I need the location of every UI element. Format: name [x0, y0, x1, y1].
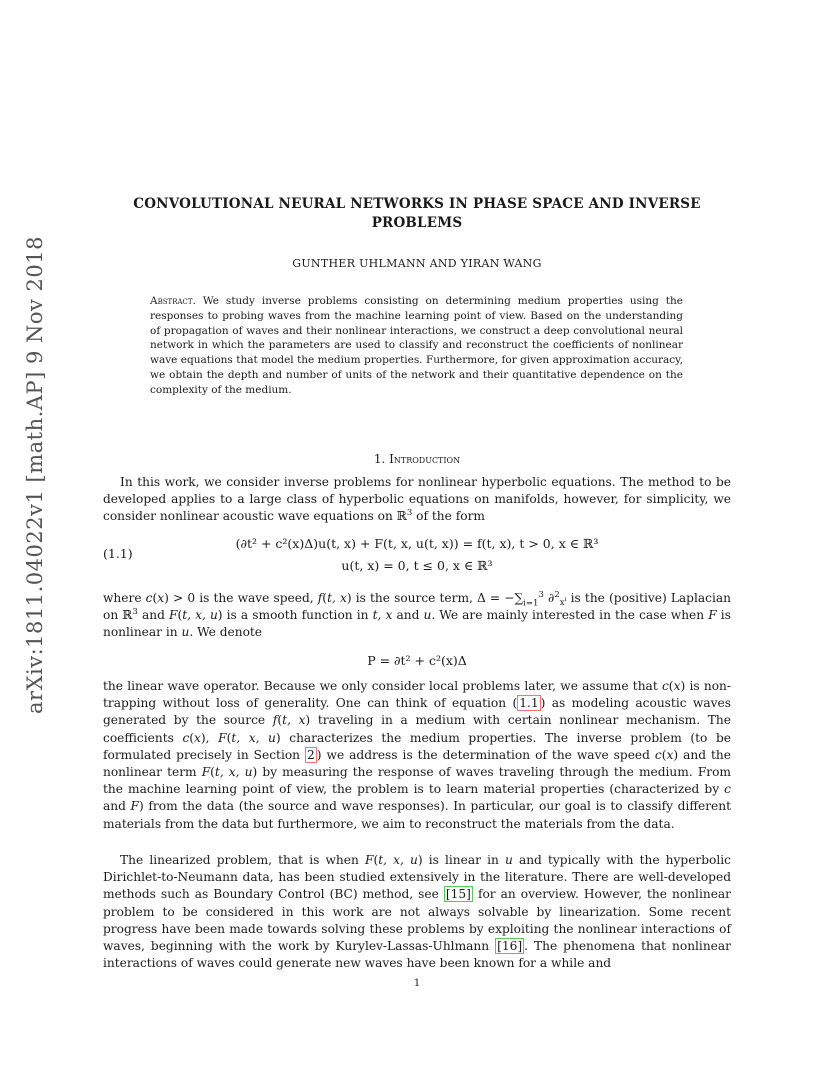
equation-number: (1.1): [103, 546, 133, 561]
equation-line-1: (∂t² + c²(x)Δ)u(t, x) + F(t, x, u(t, x)) = f(t, x), t > 0, x ∈ ℝ³: [235, 536, 599, 551]
equation-ref[interactable]: 1.1: [519, 696, 539, 711]
intro-paragraph-1: In this work, we consider inverse problems for nonlinear hyperbolic equations. The method to be developed applies to a large class of hyperbolic equations on manifolds, however, for simplicity, we consider nonlinear acoustic wave equations on ℝ$^3$ of the form: [103, 475, 731, 524]
section-ref[interactable]: 2: [307, 747, 315, 762]
intro-paragraph-3: the linear wave operator. Because we only consider local problems later, we assume that c(x) is non-trapping without loss of generality. One can think of equation ( 1.1 ) as modeling acoustic waves generated by the source f(t, x) traveling in a medium with certain nonlinear mechanism. The coefficients c(x), F(t, x, u) characterizes the medium properties. The inverse problem (to be formulated precisely in Section 2 ) we address is the determination of the wave speed c(x) and the nonlinear term F(t, x, u) by measuring the response of waves traveling through the medium. From the machine learning point of view, the problem is to learn material properties (characterized by c and F) from the data (the source and wave responses). In particular, our goal is to classify different materials from the data but furthermore, we aim to reconstruct the materials from the data.: [103, 679, 732, 831]
citation-15[interactable]: [15]: [445, 887, 471, 902]
abstract: [150, 294, 683, 398]
paper-authors: GUNTHER UHLMANN AND YIRAN WANG: [292, 257, 542, 270]
page-number: 1: [413, 978, 421, 989]
citation-16[interactable]: [16]: [497, 939, 523, 954]
arxiv-stamp: [20, 236, 50, 714]
intro-paragraph-4: The linearized problem, that is when F(t, x, u) is linear in u and typically with the hyperbolic Dirichlet-to-Neumann data, has been studied extensively in the literature. There are well-developed methods such as Boundary Control (BC) method, see [15] for an overview. However, the nonlinear problem to be considered in this work are not always solvable by linearization. Some recent progress have been made towards solving these problems by exploiting the nonlinear interactions of waves, beginning with the work by Kurylev-Lassas-Uhlmann [16] . The phenomena that nonlinear interactions of waves could generate new waves have been known for a while and: [103, 853, 731, 971]
section-title: 1. Introduction: [373, 452, 461, 466]
abstract-text: We study inverse problems consisting on determining medium properties using the responses to probing waves from the machine learning point of view. Based on the understanding of propagation of waves and their nonlinear interactions, we construct a deep convolutional neural network in which the parameters are used to classify and reconstruct the coefficients of nonlinear wave equations that model the medium properties. Furthermore, for given approximation accuracy, we obtain the depth and number of units of the network and their quantitative dependence on the complexity of the medium.: [150, 295, 683, 396]
equation-line-2: u(t, x) = 0, t ≤ 0, x ∈ ℝ³: [341, 558, 493, 573]
equation-1-1: [103, 536, 731, 580]
operator-equation-text: P = ∂t² + c²(x)Δ: [367, 653, 467, 668]
paper-title: CONVOLUTIONAL NEURAL NETWORKS IN PHASE SPACE AND INVERSE PROBLEMS: [133, 196, 701, 231]
arxiv-id: arXiv:1811.04022v1 [math.AP] 9 Nov 2018: [23, 236, 47, 714]
abstract-label: Abstract.: [150, 295, 196, 307]
intro-paragraph-2: where c(x) > 0 is the wave speed, f(t, x) is the source term, $\Delta = -\sum_{i=1}^3$ ∂$^2_{x^i}$ is the (positive) Laplacian on ℝ$^3$ and F(t, x, u) is a smooth function in t, x and u. We are mainly interested in the case when F is nonlinear in u. We denote: [103, 589, 731, 640]
